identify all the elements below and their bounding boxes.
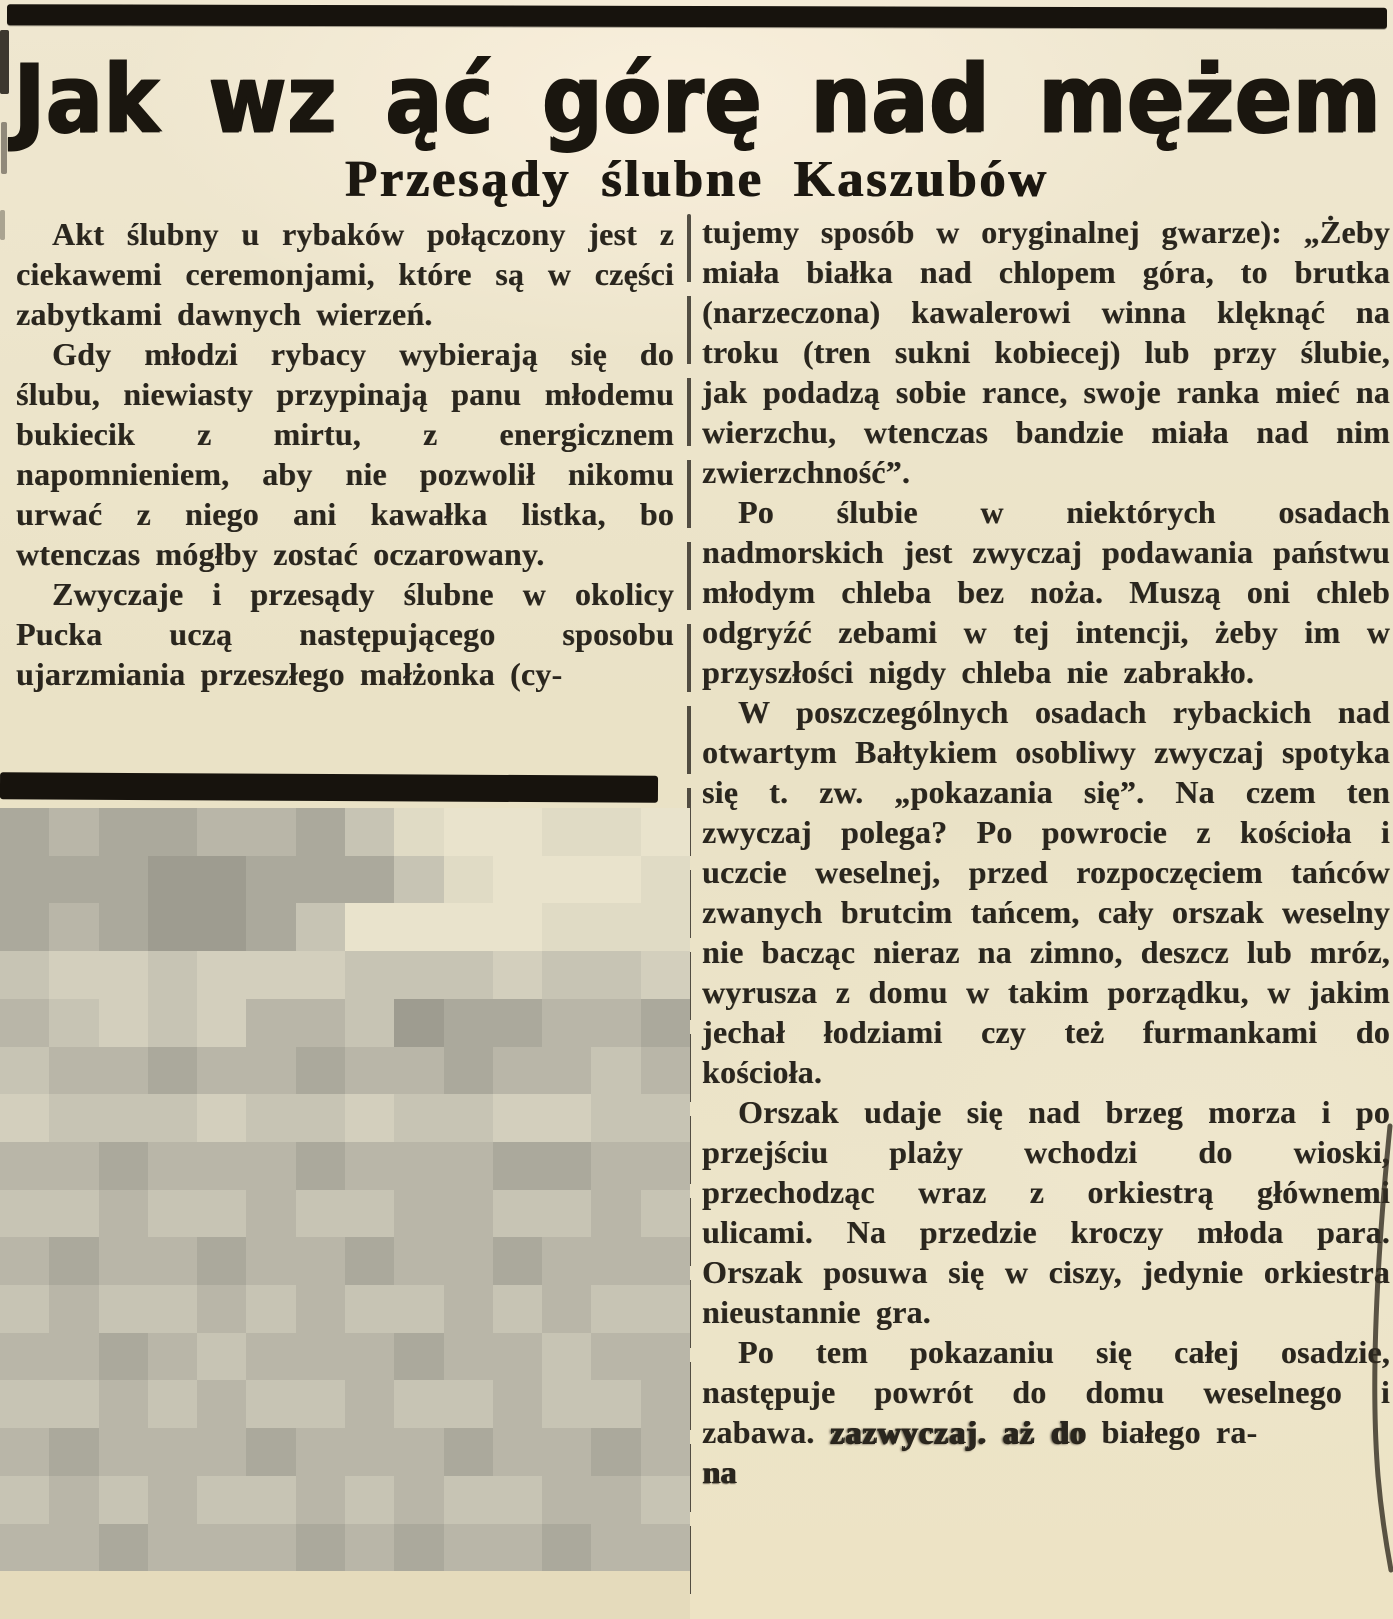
- pixel-cell: [591, 903, 640, 951]
- pixel-cell: [99, 1142, 148, 1190]
- pixel-cell: [591, 1571, 640, 1619]
- pixel-cell: [444, 951, 493, 999]
- pixel-cell: [246, 1237, 295, 1285]
- pixel-cell: [296, 951, 345, 999]
- pixel-cell: [49, 856, 98, 904]
- pixel-cell: [493, 1094, 542, 1142]
- pixel-cell: [246, 999, 295, 1047]
- pixel-cell: [394, 1190, 443, 1238]
- left-column: [16, 214, 674, 694]
- pixel-cell: [49, 1237, 98, 1285]
- pixel-cell: [444, 1047, 493, 1095]
- pixel-cell: [641, 1380, 690, 1428]
- pixel-cell: [246, 1047, 295, 1095]
- pixel-cell: [345, 808, 394, 856]
- pixel-cell: [444, 1476, 493, 1524]
- pixel-cell: [542, 1094, 591, 1142]
- pixel-cell: [296, 1380, 345, 1428]
- pixel-cell: [197, 1285, 246, 1333]
- pixel-cell: [0, 808, 49, 856]
- pixel-cell: [345, 1333, 394, 1381]
- pixel-cell: [99, 1380, 148, 1428]
- paragraph-text: Po tem pokazaniu się całej osadzie, następuje powrót do domu weselnego i zabawa.: [702, 1334, 1390, 1450]
- pixel-cell: [444, 999, 493, 1047]
- pixel-cell: [345, 1428, 394, 1476]
- pixel-cell: [148, 808, 197, 856]
- left-paragraph-2: Gdy młodzi rybacy wybierają się do ślubu, niewiasty przypinają panu młodemu bukiecik z mirtu, z energicznem napomnieniem, aby nie pozwolił nikomu urwać z niego ani kawałka listka, bo wtenczas mógłby zostać oczarowany.: [16, 336, 674, 572]
- pixel-cell: [394, 856, 443, 904]
- pixel-cell: [591, 1094, 640, 1142]
- pixel-cell: [99, 1190, 148, 1238]
- pixel-cell: [99, 1524, 148, 1572]
- pixel-cell: [246, 856, 295, 904]
- masthead-rule: [7, 4, 1387, 29]
- pixel-cell: [296, 903, 345, 951]
- pixel-cell: [345, 1237, 394, 1285]
- pixel-cell: [246, 903, 295, 951]
- pixel-cell: [542, 856, 591, 904]
- pixel-cell: [394, 903, 443, 951]
- pixel-cell: [444, 1571, 493, 1619]
- pixel-cell: [246, 1428, 295, 1476]
- pixel-cell: [99, 856, 148, 904]
- pixel-cell: [197, 856, 246, 904]
- pixel-cell: [148, 1571, 197, 1619]
- pixel-cell: [641, 1428, 690, 1476]
- pixel-cell: [591, 1476, 640, 1524]
- right-paragraph-1: tujemy sposób w oryginalnej gwarze): „Żeby miała białka nad chlopem góra, to brutka (narzeczona) kawalerowi winna klęknąć na troku (tren sukni kobiecej) lub przy ślubie, jak podadzą sobie rance, swoje ranka mieć na wierzchu, wtenczas bandzie miała nad nim zwierzchność”.: [702, 214, 1390, 490]
- pixel-cell: [197, 1237, 246, 1285]
- pixel-cell: [493, 808, 542, 856]
- pixel-cell: [296, 1571, 345, 1619]
- pixel-cell: [246, 1094, 295, 1142]
- pixel-cell: [296, 856, 345, 904]
- pixel-cell: [99, 951, 148, 999]
- pixel-cell: [493, 903, 542, 951]
- pixel-cell: [394, 1285, 443, 1333]
- pixel-cell: [641, 1047, 690, 1095]
- pixel-cell: [493, 1237, 542, 1285]
- pixel-cell: [148, 1524, 197, 1572]
- pixel-cell: [99, 1333, 148, 1381]
- pixel-cell: [591, 1428, 640, 1476]
- pixel-cell: [345, 1142, 394, 1190]
- pixel-cell: [345, 1285, 394, 1333]
- pixel-cell: [493, 951, 542, 999]
- pixel-cell: [0, 1190, 49, 1238]
- pixelated-image-region: [0, 808, 690, 1619]
- pixel-cell: [49, 1190, 98, 1238]
- pixel-cell: [0, 951, 49, 999]
- pixel-cell: [246, 808, 295, 856]
- pixel-cell: [197, 1190, 246, 1238]
- pixel-cell: [197, 1142, 246, 1190]
- pixel-cell: [591, 1237, 640, 1285]
- pixel-cell: [641, 1333, 690, 1381]
- pixel-cell: [0, 1094, 49, 1142]
- section-divider-rule: [0, 772, 658, 802]
- pixel-cell: [0, 1476, 49, 1524]
- pixel-cell: [296, 808, 345, 856]
- pixel-cell: [148, 1285, 197, 1333]
- pixel-cell: [591, 1524, 640, 1572]
- pixel-cell: [246, 1142, 295, 1190]
- pixel-cell: [197, 1380, 246, 1428]
- pixel-cell: [296, 1333, 345, 1381]
- pixel-cell: [296, 1190, 345, 1238]
- pixel-cell: [345, 1190, 394, 1238]
- pixel-cell: [493, 1333, 542, 1381]
- pixel-cell: [394, 808, 443, 856]
- pixel-cell: [591, 951, 640, 999]
- pixel-cell: [542, 1142, 591, 1190]
- pixel-cell: [394, 1476, 443, 1524]
- pixel-cell: [148, 1190, 197, 1238]
- pixel-cell: [148, 1237, 197, 1285]
- pixel-cell: [49, 1524, 98, 1572]
- pixel-cell: [197, 903, 246, 951]
- pixel-cell: [345, 1380, 394, 1428]
- pixel-cell: [49, 903, 98, 951]
- pixel-cell: [0, 1285, 49, 1333]
- pixel-cell: [444, 1285, 493, 1333]
- pixel-cell: [197, 1524, 246, 1572]
- pixel-cell: [0, 1142, 49, 1190]
- pixel-cell: [493, 1142, 542, 1190]
- pixel-cell: [542, 1428, 591, 1476]
- pixel-cell: [493, 1285, 542, 1333]
- hyphen-carry-text: na: [702, 1454, 737, 1490]
- pixel-cell: [444, 1142, 493, 1190]
- pixel-cell: [591, 856, 640, 904]
- pixel-cell: [197, 1476, 246, 1524]
- pixel-cell: [246, 1380, 295, 1428]
- pixel-cell: [148, 856, 197, 904]
- article-subheadline: Przesądy ślubne Kaszubów: [344, 151, 1049, 208]
- pixel-cell: [444, 1428, 493, 1476]
- pixel-cell: [197, 999, 246, 1047]
- pixel-cell: [0, 1524, 49, 1572]
- pixel-cell: [493, 1571, 542, 1619]
- pixel-cell: [49, 951, 98, 999]
- right-paragraph-2: Po ślubie w niektórych osadach nadmorskich jest zwyczaj podawania państwu młodym chleba bez noża. Muszą oni chleb odgryźć zebami w tej intencji, żeby im w przyszłości nigdy chleba nie zabrakło.: [702, 494, 1390, 690]
- pixel-cell: [394, 1380, 443, 1428]
- pixel-cell: [296, 1524, 345, 1572]
- pixel-cell: [345, 1047, 394, 1095]
- pixel-cell: [197, 1094, 246, 1142]
- pixel-cell: [197, 1428, 246, 1476]
- pixel-cell: [394, 1142, 443, 1190]
- pixel-cell: [49, 1476, 98, 1524]
- pixel-cell: [345, 1524, 394, 1572]
- pixel-cell: [542, 1190, 591, 1238]
- pixel-cell: [345, 1094, 394, 1142]
- right-paragraph-4: Orszak udaje się nad brzeg morza i po przejściu plaży wchodzi do wioski, przechodząc wraz z orkiestrą głównemi ulicami. Na przedzie kroczy młoda para. Orszak posuwa się w ciszy, jedynie orkiestra nieustannie gra.: [702, 1094, 1390, 1330]
- pixel-cell: [542, 903, 591, 951]
- pixel-cell: [641, 903, 690, 951]
- pixel-cell: [296, 1094, 345, 1142]
- pixel-cell: [0, 1571, 49, 1619]
- pixel-cell: [444, 1380, 493, 1428]
- overinked-text: zazwyczaj. aż do: [829, 1414, 1087, 1450]
- pixel-cell: [542, 1333, 591, 1381]
- pixel-cell: [641, 999, 690, 1047]
- pixel-cell: [246, 1571, 295, 1619]
- pixel-cell: [296, 1237, 345, 1285]
- pixel-cell: [49, 1333, 98, 1381]
- pixel-cell: [148, 1380, 197, 1428]
- pixel-cell: [394, 1428, 443, 1476]
- pixel-cell: [246, 1476, 295, 1524]
- pixel-cell: [0, 1380, 49, 1428]
- pixel-cell: [148, 1333, 197, 1381]
- pixel-cell: [148, 1047, 197, 1095]
- pixel-cell: [394, 999, 443, 1047]
- pixel-cell: [591, 999, 640, 1047]
- pixel-cell: [641, 951, 690, 999]
- pixel-cell: [49, 1094, 98, 1142]
- pixel-cell: [99, 999, 148, 1047]
- pixel-cell: [641, 1285, 690, 1333]
- pixel-cell: [542, 951, 591, 999]
- pixel-cell: [99, 1237, 148, 1285]
- pixel-cell: [197, 808, 246, 856]
- pixel-cell: [394, 1047, 443, 1095]
- pixel-cell: [493, 1190, 542, 1238]
- pixel-cell: [444, 856, 493, 904]
- pixel-cell: [0, 856, 49, 904]
- pixel-cell: [444, 1190, 493, 1238]
- pixel-cell: [444, 1094, 493, 1142]
- pixel-cell: [591, 1142, 640, 1190]
- pixel-cell: [49, 1047, 98, 1095]
- pixel-cell: [99, 1285, 148, 1333]
- pixel-cell: [148, 903, 197, 951]
- pixel-cell: [345, 856, 394, 904]
- pixel-cell: [444, 1333, 493, 1381]
- pixel-cell: [246, 1524, 295, 1572]
- pixel-cell: [99, 1428, 148, 1476]
- pixel-cell: [542, 1380, 591, 1428]
- pixel-cell: [49, 1285, 98, 1333]
- pixel-cell: [493, 856, 542, 904]
- pixel-cell: [345, 999, 394, 1047]
- pixel-cell: [345, 1476, 394, 1524]
- pixel-cell: [49, 1428, 98, 1476]
- pixel-cell: [641, 1237, 690, 1285]
- pixel-cell: [493, 1380, 542, 1428]
- pixel-cell: [591, 1190, 640, 1238]
- pixel-cell: [246, 1333, 295, 1381]
- pixel-cell: [493, 1047, 542, 1095]
- paragraph-text: białego ra-: [1086, 1414, 1258, 1450]
- pixel-cell: [345, 1571, 394, 1619]
- right-paragraph-5: [702, 1332, 1390, 1492]
- pixel-cell: [246, 951, 295, 999]
- pixel-cell: [641, 1190, 690, 1238]
- pixel-cell: [296, 999, 345, 1047]
- pixel-cell: [197, 951, 246, 999]
- pixel-cell: [296, 1476, 345, 1524]
- pixel-cell: [0, 1047, 49, 1095]
- left-paragraph-1: Akt ślubny u rybaków połączony jest z ciekawemi ceremonjami, które są w części zabytkami dawnych wierzeń.: [16, 216, 674, 332]
- pixel-cell: [0, 1333, 49, 1381]
- pixel-cell: [641, 856, 690, 904]
- pixel-cell: [99, 1476, 148, 1524]
- pixel-cell: [394, 1333, 443, 1381]
- pixel-cell: [99, 903, 148, 951]
- pixel-cell: [641, 808, 690, 856]
- pixel-cell: [148, 999, 197, 1047]
- pixel-cell: [49, 1380, 98, 1428]
- pixel-cell: [0, 999, 49, 1047]
- pixel-cell: [197, 1047, 246, 1095]
- pixel-cell: [99, 1047, 148, 1095]
- pixel-cell: [394, 1237, 443, 1285]
- pixel-cell: [394, 1524, 443, 1572]
- pixel-cell: [542, 1476, 591, 1524]
- pixel-cell: [197, 1571, 246, 1619]
- pixel-cell: [246, 1285, 295, 1333]
- pixel-cell: [49, 999, 98, 1047]
- pixel-cell: [148, 951, 197, 999]
- pixel-cell: [493, 1524, 542, 1572]
- pixel-cell: [591, 1285, 640, 1333]
- pixel-cell: [493, 999, 542, 1047]
- pixel-cell: [148, 1142, 197, 1190]
- pixel-cell: [394, 951, 443, 999]
- pixel-cell: [542, 999, 591, 1047]
- pixel-cell: [542, 1047, 591, 1095]
- pixel-cell: [246, 1190, 295, 1238]
- pixel-cell: [542, 1571, 591, 1619]
- pixel-cell: [591, 1380, 640, 1428]
- pixel-cell: [296, 1142, 345, 1190]
- pixel-cell: [542, 808, 591, 856]
- pixel-cell: [641, 1094, 690, 1142]
- pixel-cell: [148, 1476, 197, 1524]
- pixel-cell: [444, 808, 493, 856]
- pixel-cell: [641, 1524, 690, 1572]
- pixel-cell: [641, 1142, 690, 1190]
- right-column: [702, 212, 1390, 1492]
- pixel-cell: [641, 1571, 690, 1619]
- pixel-cell: [444, 1237, 493, 1285]
- pixel-cell: [591, 1047, 640, 1095]
- pixel-cell: [296, 1428, 345, 1476]
- pixel-cell: [0, 1237, 49, 1285]
- pixel-cell: [49, 808, 98, 856]
- pixel-cell: [542, 1237, 591, 1285]
- article-headline: Jak wz ąć górę nad mężem: [12, 44, 1381, 154]
- pixel-cell: [394, 1571, 443, 1619]
- pixel-cell: [591, 808, 640, 856]
- pixel-cell: [49, 1571, 98, 1619]
- pixel-cell: [49, 1142, 98, 1190]
- pixel-cell: [542, 1524, 591, 1572]
- pixel-cell: [641, 1476, 690, 1524]
- pixel-cell: [444, 1524, 493, 1572]
- pixel-cell: [0, 1428, 49, 1476]
- left-paragraph-3: Zwyczaje i przesądy ślubne w okolicy Pucka uczą następującego sposobu ujarzmiania przeszłego małżonka (cy-: [16, 576, 674, 692]
- clipping-fold-mark: [1361, 1118, 1393, 1578]
- clipping-edge-mark: [0, 210, 5, 240]
- pixel-cell: [197, 1333, 246, 1381]
- pixel-cell: [296, 1285, 345, 1333]
- pixel-cell: [148, 1428, 197, 1476]
- pixel-cell: [296, 1047, 345, 1095]
- pixel-cell: [0, 903, 49, 951]
- pixel-cell: [148, 1094, 197, 1142]
- pixel-cell: [345, 903, 394, 951]
- pixel-cell: [99, 1094, 148, 1142]
- pixel-cell: [99, 1571, 148, 1619]
- pixel-cell: [444, 903, 493, 951]
- pixel-cell: [493, 1428, 542, 1476]
- pixel-cell: [345, 951, 394, 999]
- pixel-cell: [493, 1476, 542, 1524]
- right-paragraph-3: W poszczególnych osadach rybackich nad otwartym Bałtykiem osobliwy zwyczaj spotyka się t. zw. „pokazania się”. Na czem ten zwyczaj polega? Po powrocie z kościoła i uczcie weselnej, przed rozpoczęciem tańców zwanych brutcim tańcem, cały orszak weselny nie bacząc nieraz na zimno, deszcz lub mróz, wyrusza z domu w takim porządku, w jakim jechał łodziami czy też furmankami do kościoła.: [702, 694, 1390, 1090]
- pixel-cell: [394, 1094, 443, 1142]
- pixel-cell: [99, 808, 148, 856]
- pixel-cell: [591, 1333, 640, 1381]
- pixel-cell: [542, 1285, 591, 1333]
